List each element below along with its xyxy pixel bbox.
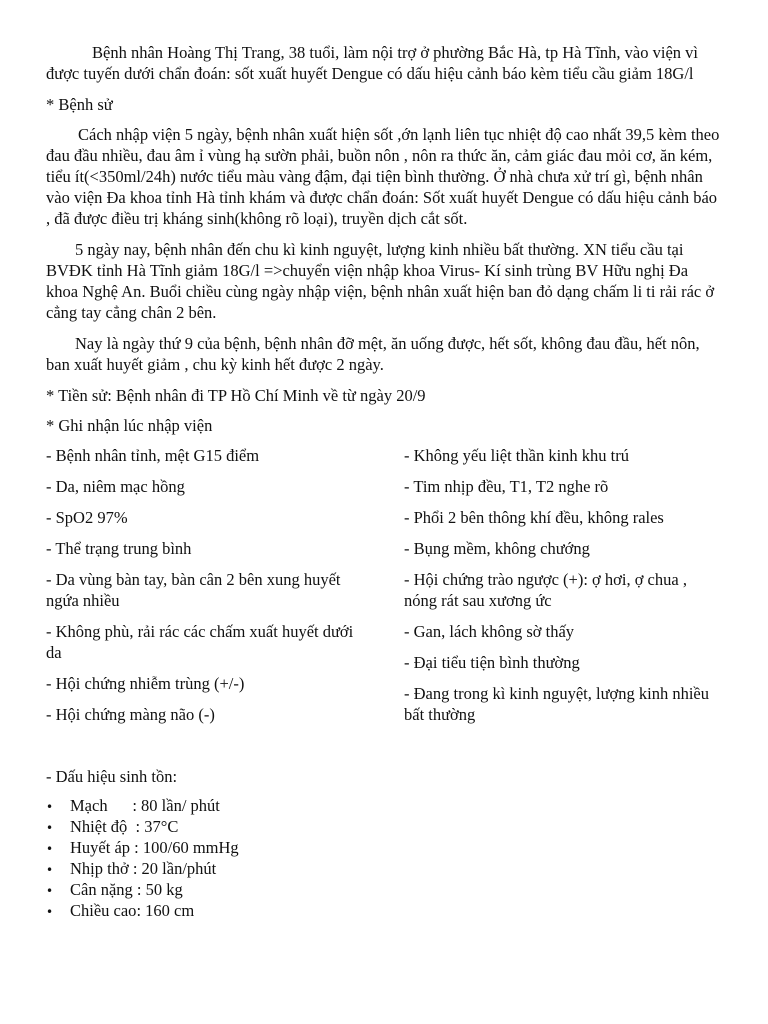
bullet-icon: •	[46, 863, 54, 877]
admission-heading: * Ghi nhận lúc nhập viện	[46, 416, 213, 435]
finding-item: - Da vùng bàn tay, bàn cân 2 bên xung huyết ngứa nhiều	[46, 570, 341, 610]
finding-item: - Đại tiểu tiện bình thường	[404, 653, 580, 672]
admission-findings	[46, 445, 722, 735]
vital-item-respiratory-rate	[46, 858, 722, 879]
finding-item: - Hội chứng nhiễm trùng (+/-)	[46, 674, 245, 693]
bullet-icon: •	[46, 821, 54, 835]
admission-left-column	[46, 445, 366, 735]
history-heading: * Bệnh sử	[46, 95, 113, 114]
vital-label: Nhiệt độ	[70, 817, 136, 836]
history-paragraph-2: 5 ngày nay, bệnh nhân đến chu kì kinh nguyệt, lượng kinh nhiều bất thường. XN tiểu cầu tại BVĐK tỉnh Hà Tĩnh giảm 18G/l =>chuyển viện nhập khoa Virus- Kí sinh trùng BV Hữu nghị Đa khoa Nghệ An. Buổi chiều cùng ngày nhập viện, bệnh nhân xuất hiện ban đỏ dạng chấm li ti rải rác ở cẳng tay cẳng chân 2 bên.	[46, 240, 715, 322]
finding-item: - Thể trạng trung bình	[46, 539, 192, 558]
intro-paragraph: Bệnh nhân Hoàng Thị Trang, 38 tuổi, làm nội trợ ở phường Bắc Hà, tp Hà Tĩnh, vào viện vì được tuyến dưới chẩn đoán: sốt xuất huyết Dengue có dấu hiệu cảnh báo kèm tiểu cầu giảm 18G/l	[46, 43, 698, 83]
finding-item: - Hội chứng màng não (-)	[46, 705, 215, 724]
vital-value: 80 lần/ phút	[141, 796, 220, 815]
finding-item: - Tim nhịp đều, T1, T2 nghe rõ	[404, 477, 609, 496]
bullet-icon: •	[46, 800, 54, 814]
vital-label: Huyết áp	[70, 838, 135, 857]
vital-label: Nhịp thở	[70, 859, 133, 878]
bullet-icon: •	[46, 905, 54, 919]
vital-item-height	[46, 900, 722, 921]
finding-item: - Bệnh nhân tỉnh, mệt G15 điểm	[46, 446, 260, 465]
finding-item: - Hội chứng trào ngược (+): ợ hơi, ợ chua , nóng rát sau xương ức	[404, 570, 687, 610]
finding-item: - Bụng mềm, không chướng	[404, 539, 590, 558]
vital-separator: :	[136, 880, 146, 899]
vital-separator: :	[132, 796, 142, 815]
admission-right-column	[404, 445, 722, 735]
finding-item: - Gan, lách không sờ thấy	[404, 622, 575, 641]
vital-item-weight	[46, 879, 722, 900]
vital-label: Chiều cao	[70, 901, 137, 920]
vitals-list	[46, 795, 722, 921]
vital-item-temperature	[46, 816, 722, 837]
vital-label: Mạch	[70, 796, 133, 815]
bullet-icon: •	[46, 884, 54, 898]
vital-separator: :	[134, 838, 143, 857]
vital-separator: :	[132, 859, 142, 878]
history-paragraph-1: Cách nhập viện 5 ngày, bệnh nhân xuất hiện sốt ,ớn lạnh liên tục nhiệt độ cao nhất 39,5 kèm theo đau đầu nhiều, đau âm ỉ vùng hạ sườn phải, buồn nôn , nôn ra thức ăn, cảm giác đau mỏi cơ, ăn kém, tiểu ít(<350ml/24h) nước tiểu màu vàng đậm, đại tiện bình thường. Ở nhà chưa xử trí gì, bệnh nhân vào viện Đa khoa tỉnh Hà tỉnh khám và được chẩn đoán: Sốt xuất huyết Dengue có dấu hiệu cảnh báo , đã được điều trị kháng sinh(không rõ loại), truyền dịch cắt sốt.	[46, 125, 720, 228]
document-page	[46, 42, 722, 921]
finding-item: - SpO2 97%	[46, 508, 128, 527]
vitals-heading: - Dấu hiệu sinh tồn:	[46, 767, 178, 786]
vital-separator: :	[135, 817, 145, 836]
vital-separator: :	[136, 901, 146, 920]
vital-value: 160 cm	[145, 901, 195, 920]
history-paragraph-3: Nay là ngày thứ 9 của bệnh, bệnh nhân đỡ mệt, ăn uống được, hết sốt, không đau đầu, hết nôn, ban xuất huyết giảm , chu kỳ kinh hết được 2 ngày.	[46, 334, 700, 374]
finding-item: - Không phù, rải rác các chấm xuất huyết dưới da	[46, 622, 354, 662]
vital-item-blood-pressure	[46, 837, 722, 858]
vital-value: 37°C	[144, 817, 179, 836]
vital-value: 20 lần/phút	[141, 859, 217, 878]
vital-value: 50 kg	[145, 880, 183, 899]
vital-label: Cân nặng	[70, 880, 137, 899]
past-history: * Tiền sử: Bệnh nhân đi TP Hồ Chí Minh về từ ngày 20/9	[46, 386, 426, 405]
finding-item: - Không yếu liệt thần kinh khu trú	[404, 446, 630, 465]
finding-item: - Phổi 2 bên thông khí đều, không rales	[404, 508, 664, 527]
finding-item: - Đang trong kì kinh nguyệt, lượng kinh nhiều bất thường	[404, 684, 710, 724]
bullet-icon: •	[46, 842, 54, 856]
vital-item-pulse	[46, 795, 722, 816]
finding-item: - Da, niêm mạc hồng	[46, 477, 185, 496]
vital-value: 100/60 mmHg	[142, 838, 239, 857]
